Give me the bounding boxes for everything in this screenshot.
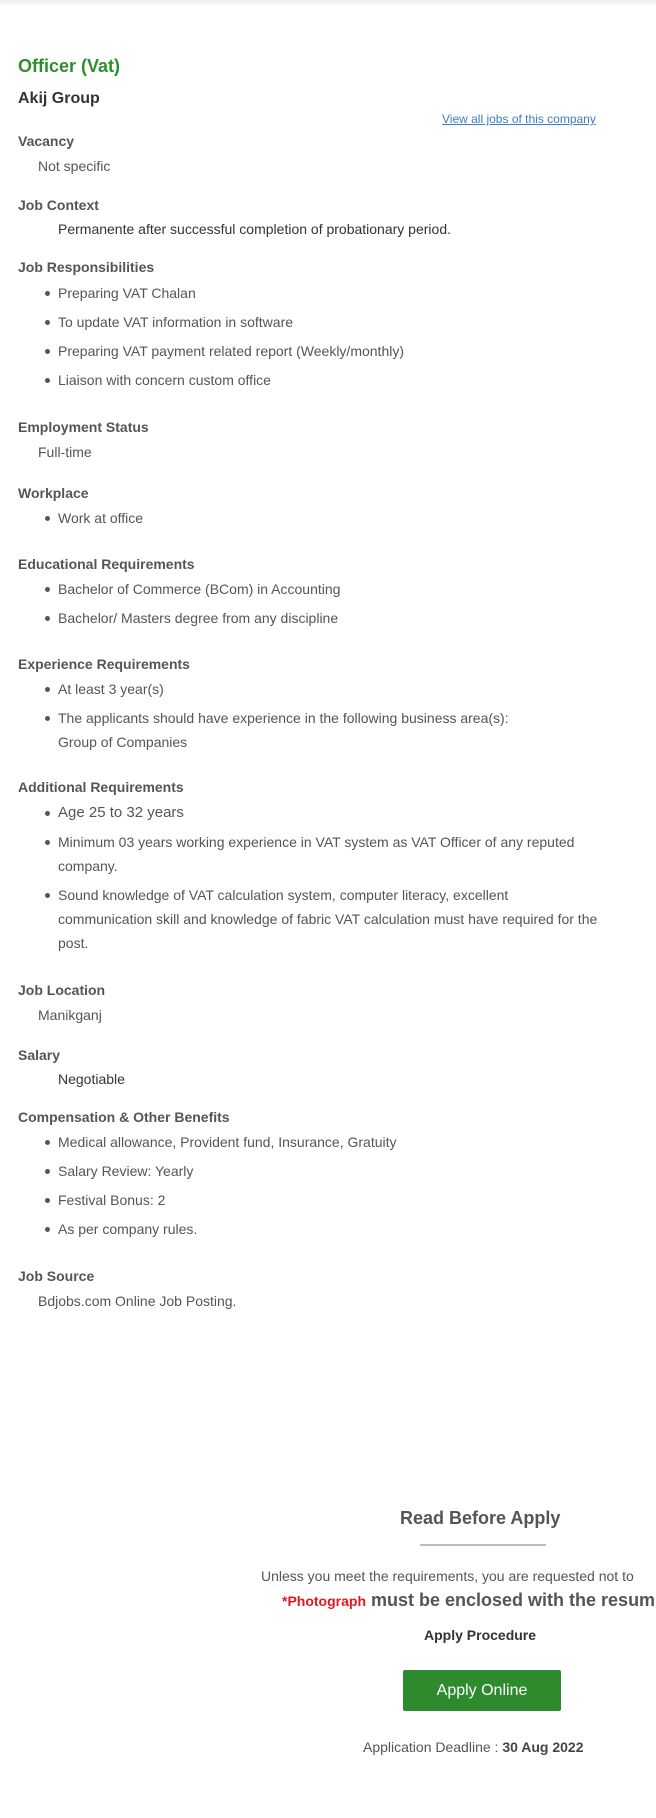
photograph-label: *Photograph: [282, 1593, 366, 1609]
employment-status-value: Full-time: [38, 444, 92, 460]
list-item: Bachelor of Commerce (BCom) in Accounting: [18, 577, 598, 601]
job-location-heading: Job Location: [18, 982, 106, 998]
photograph-text: must be enclosed with the resum: [366, 1590, 656, 1610]
job-source-value: Bdjobs.com Online Job Posting.: [38, 1293, 237, 1309]
job-responsibilities-list: [18, 281, 598, 397]
educational-requirements-heading: Educational Requirements: [18, 556, 195, 572]
company-name: Akij Group: [18, 90, 100, 107]
salary-heading: Salary: [18, 1047, 61, 1063]
job-source-heading: Job Source: [18, 1268, 95, 1284]
list-item: Bachelor/ Masters degree from any discipline: [18, 606, 598, 630]
vacancy-value: Not specific: [38, 158, 111, 174]
job-responsibilities-heading: Job Responsibilities: [18, 259, 155, 275]
job-location-value: Manikganj: [38, 1007, 102, 1023]
deadline-label: Application Deadline :: [363, 1739, 503, 1755]
workplace-heading: Workplace: [18, 485, 89, 501]
job-context-value: Permanente after successful completion of probationary period.: [58, 221, 451, 237]
salary-value: Negotiable: [58, 1071, 125, 1087]
list-item: The applicants should have experience in the following business area(s):: [18, 706, 598, 730]
vacancy-heading: Vacancy: [18, 133, 75, 149]
title-underline: [420, 1544, 546, 1546]
apply-online-button[interactable]: Apply Online: [403, 1670, 561, 1711]
additional-requirements-list: [18, 801, 598, 960]
list-item: Age 25 to 32 years: [18, 801, 598, 825]
list-item: Liaison with concern custom office: [18, 368, 598, 392]
workplace-list: [18, 506, 598, 535]
job-context-heading: Job Context: [18, 197, 99, 213]
list-item: Sound knowledge of VAT calculation system, computer literacy, excellent communication skill and knowledge of fabric VAT calculation must have required for the post.: [18, 883, 598, 955]
list-item: Minimum 03 years working experience in VAT system as VAT Officer of any reputed company.: [18, 830, 598, 878]
list-item: As per company rules.: [18, 1217, 598, 1241]
educational-requirements-list: [18, 577, 598, 635]
list-item: Medical allowance, Provident fund, Insurance, Gratuity: [18, 1130, 598, 1154]
list-item-continuation: Group of Companies: [58, 734, 188, 750]
compensation-list: [18, 1130, 598, 1246]
top-shadow-bar: [0, 0, 656, 6]
read-before-apply: [0, 1498, 656, 1818]
list-item: Preparing VAT Chalan: [18, 281, 598, 305]
apply-procedure-label: Apply Procedure: [424, 1627, 537, 1643]
requirements-note: Unless you meet the requirements, you are requested not to: [261, 1568, 634, 1584]
experience-requirements-heading: Experience Requirements: [18, 656, 190, 672]
list-item: To update VAT information in software: [18, 310, 598, 334]
deadline-date: 30 Aug 2022: [502, 1739, 584, 1755]
view-all-jobs-link[interactable]: View all jobs of this company: [442, 112, 596, 126]
compensation-heading: Compensation & Other Benefits: [18, 1109, 230, 1125]
list-item: Salary Review: Yearly: [18, 1159, 598, 1183]
application-deadline: [363, 1739, 584, 1755]
experience-requirements-list: [18, 677, 598, 759]
list-item: Festival Bonus: 2: [18, 1188, 598, 1212]
list-item: At least 3 year(s): [18, 677, 598, 701]
read-before-apply-title: Read Before Apply: [400, 1508, 561, 1528]
additional-requirements-heading: Additional Requirements: [18, 779, 184, 795]
employment-status-heading: Employment Status: [18, 419, 149, 435]
photograph-notice: [282, 1590, 655, 1611]
job-title: Officer (Vat): [18, 56, 121, 76]
list-item: Work at office: [18, 506, 598, 530]
list-item: Preparing VAT payment related report (Weekly/monthly): [18, 339, 598, 363]
